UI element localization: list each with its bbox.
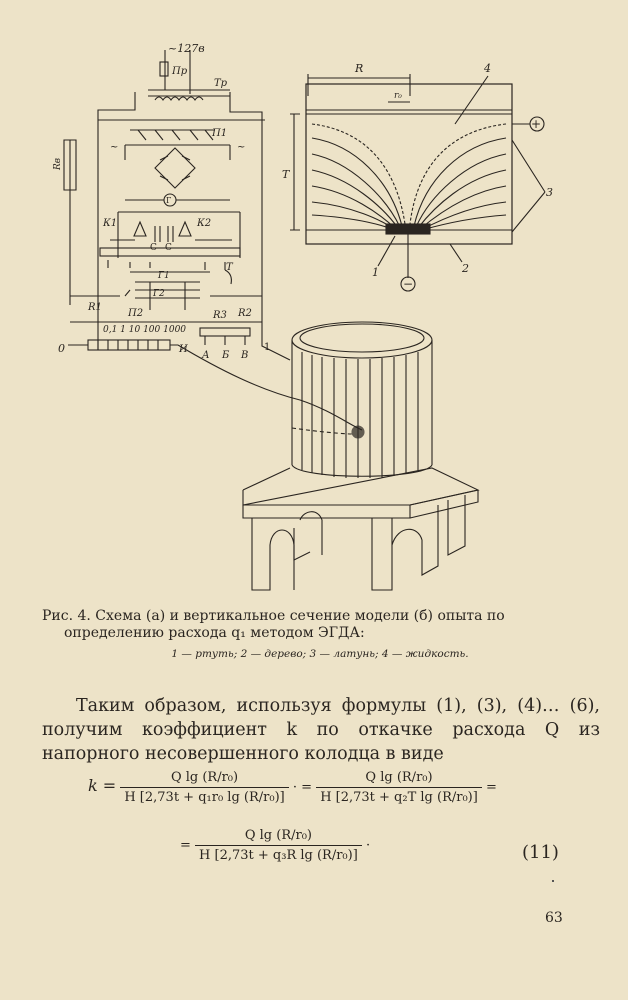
formula-dot-1: · (292, 780, 297, 795)
formula-line-1 (88, 770, 528, 805)
voltage-label: ~127в (168, 42, 205, 55)
terminal-b: Б (222, 350, 230, 361)
svg-text:~: ~ (237, 142, 246, 153)
capacitor-c2-label: С (165, 243, 172, 253)
label-4: 4 (484, 62, 491, 75)
p2-label: П2 (128, 308, 144, 319)
rheostat-label: Rв (53, 157, 63, 170)
section-r-label: R (355, 62, 364, 75)
transformer-label: Тр (214, 78, 228, 89)
fraction-1-den: H [2,73t + q₁r₀ lg (R/r₀)] (124, 790, 285, 805)
terminal-v: В (241, 350, 249, 361)
decade-scale-label: 0,1 1 10 100 1000 (103, 325, 187, 335)
galvanometer-label: Г (166, 196, 172, 205)
fraction-3-num: Q lg (R/r₀) (195, 828, 362, 846)
caption-line-2: определению расхода q₁ методом ЭГДА: (64, 625, 365, 641)
label-1: 1 (372, 266, 379, 279)
formula-end-dot: · (365, 838, 371, 853)
fraction-2-den: H [2,73t + q₂T lg (R/r₀)] (320, 790, 478, 805)
figure-legend: 1 — ртуть; 2 — дерево; 3 — латунь; 4 — жидкость. (171, 648, 469, 660)
relay-k2-label: К2 (197, 218, 212, 229)
zero-label: 0 (58, 342, 65, 355)
relay-k1-label: К1 (103, 218, 118, 229)
caption-line-1: Рис. 4. Схема (а) и вертикальное сечение модели (б) опыта по (42, 608, 505, 624)
speck (552, 880, 554, 882)
label-2: 2 (462, 262, 469, 275)
switch-p1-label: П1 (212, 128, 228, 139)
circuit-schematic (53, 42, 362, 430)
fraction-3 (195, 828, 362, 863)
fraction-1-num: Q lg (R/r₀) (120, 770, 288, 788)
terminal-a: А (202, 350, 210, 361)
fraction-3-den: H [2,73t + q₃R lg (R/r₀)] (199, 848, 358, 863)
formula-eq-1: = (301, 780, 313, 795)
capacitor-c1-label: С (150, 243, 157, 253)
r2-label: R2 (238, 308, 252, 319)
r1-label: R1 (88, 302, 102, 313)
vertical-section (282, 62, 553, 291)
formula-line-2 (180, 828, 480, 863)
terminal-1-label: 1 (264, 342, 271, 353)
formula-lhs: k = (88, 776, 117, 795)
fraction-2-num: Q lg (R/r₀) (316, 770, 482, 788)
formula-eq-3: = (180, 838, 191, 853)
equation-number: (11) (522, 842, 559, 863)
figure-caption (42, 608, 602, 642)
minus-sign: − (403, 277, 414, 291)
plus-sign: + (531, 117, 542, 131)
fraction-1 (120, 770, 288, 805)
section-r0-label: r₀ (394, 91, 402, 101)
page-number: 63 (545, 910, 563, 926)
telephone-label: Т (226, 262, 233, 273)
formula-eq-2: = (485, 780, 497, 795)
r3-label: R3 (213, 310, 227, 321)
g1-label: Г1 (158, 271, 170, 281)
section-t-label: T (282, 168, 290, 181)
g2-label: Г2 (153, 289, 165, 299)
fuse-label: Пр (172, 66, 188, 77)
label-3: 3 (546, 186, 553, 199)
fraction-2 (316, 770, 482, 805)
body-paragraph: Таким образом, используя формулы (1), (3), (4)… (6), получим коэффициент k по откачке расхода Q из напорного несовершенного колодца в виде (42, 696, 600, 764)
probe-label: И (179, 344, 188, 355)
cylinder-model (243, 322, 478, 590)
svg-text:~: ~ (110, 142, 119, 153)
